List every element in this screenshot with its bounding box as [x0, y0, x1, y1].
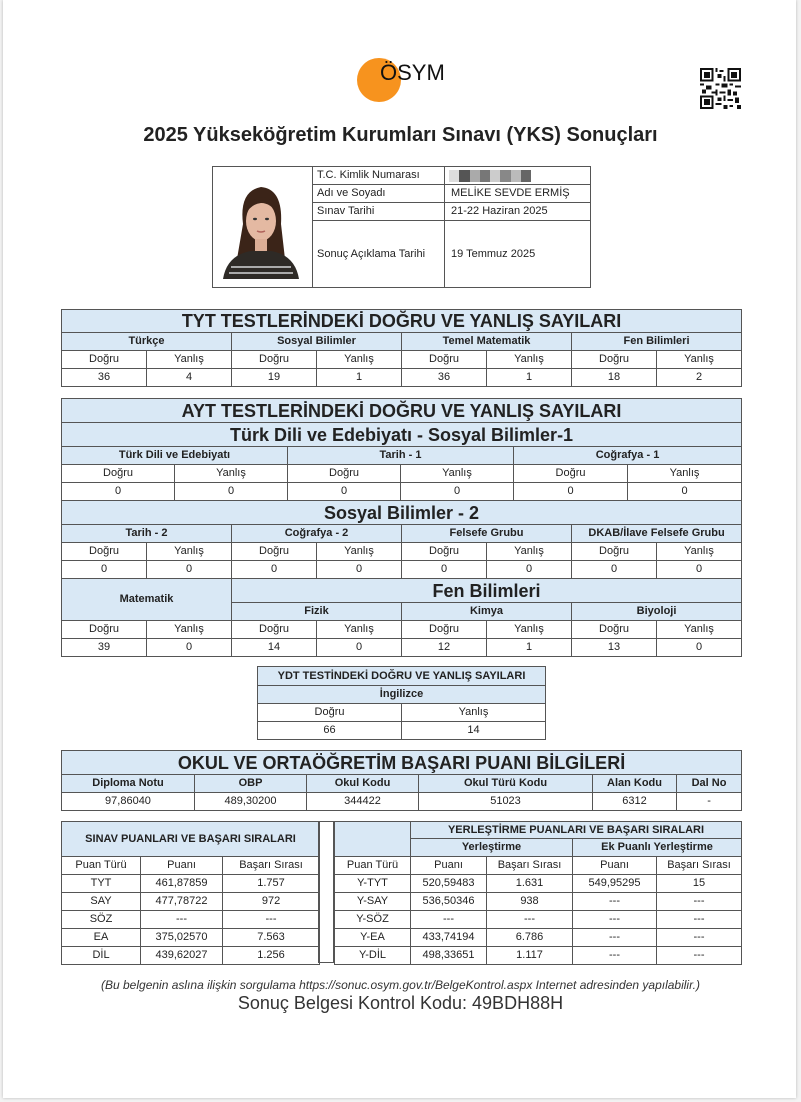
ydt-table — [257, 666, 546, 740]
yanlis-label: Yanlış — [147, 621, 232, 639]
okul-value: 6312 — [593, 793, 677, 811]
yer-cell: 938 — [487, 893, 573, 911]
tyt-value: 19 — [232, 369, 317, 387]
dogru-label: Doğru — [572, 543, 657, 561]
ayt-value: 0 — [288, 483, 401, 501]
ydt-value: 66 — [258, 722, 402, 740]
ayt-value: 0 — [317, 561, 402, 579]
yanlis-label: Yanlış — [628, 465, 742, 483]
yanlis-label: Yanlış — [402, 704, 546, 722]
tyt-subject: Fen Bilimleri — [572, 333, 742, 351]
tyt-table — [61, 309, 742, 387]
yer-cell: 549,95295 — [573, 875, 657, 893]
dogru-label: Doğru — [232, 621, 317, 639]
ayt-subject: Biyoloji — [572, 603, 742, 621]
yer-cell: 433,74194 — [411, 929, 487, 947]
ayt-value: 0 — [175, 483, 288, 501]
okul-header: OBP — [195, 775, 307, 793]
tyt-value: 18 — [572, 369, 657, 387]
dogru-label: Doğru — [402, 543, 487, 561]
ayt-value: 0 — [147, 639, 232, 657]
yanlis-label: Yanlış — [487, 621, 572, 639]
dogru-label: Doğru — [288, 465, 401, 483]
yer-cell: --- — [487, 911, 573, 929]
yer-cell: --- — [411, 911, 487, 929]
okul-header: Okul Türü Kodu — [419, 775, 593, 793]
dogru-label: Doğru — [572, 351, 657, 369]
okul-value: 51023 — [419, 793, 593, 811]
ayt-value: 0 — [628, 483, 742, 501]
ayt-tds1-title: Türk Dili ve Edebiyatı - Sosyal Bilimler-1 — [62, 423, 742, 447]
ayt-value: 0 — [232, 561, 317, 579]
ayt-subject: Tarih - 2 — [62, 525, 232, 543]
yer-header: Puanı — [411, 857, 487, 875]
ayt-value: 0 — [657, 561, 742, 579]
sinav-cell: --- — [141, 911, 223, 929]
tyt-subject: Sosyal Bilimler — [232, 333, 402, 351]
dogru-label: Doğru — [514, 465, 628, 483]
sinav-cell: 375,02570 — [141, 929, 223, 947]
yer-cell: 536,50346 — [411, 893, 487, 911]
yer-cell: --- — [657, 893, 742, 911]
okul-header: Dal No — [677, 775, 742, 793]
fen-title: Fen Bilimleri — [232, 579, 742, 603]
ayt-value: 0 — [657, 639, 742, 657]
okul-value: 489,30200 — [195, 793, 307, 811]
okul-value: 344422 — [307, 793, 419, 811]
yer-cell: 6.786 — [487, 929, 573, 947]
sinav-cell: --- — [223, 911, 320, 929]
sinav-cell: EA — [62, 929, 141, 947]
ek-puanli-group: Ek Puanlı Yerleştirme — [573, 839, 742, 857]
yanlis-label: Yanlış — [317, 351, 402, 369]
tyt-value: 2 — [657, 369, 742, 387]
dogru-label: Doğru — [232, 543, 317, 561]
yer-cell: 498,33651 — [411, 947, 487, 965]
tyt-subject: Türkçe — [62, 333, 232, 351]
sinav-puanlari-table — [61, 821, 320, 965]
yer-header: Puanı — [573, 857, 657, 875]
dogru-label: Doğru — [62, 621, 147, 639]
ayt-sos2-title: Sosyal Bilimler - 2 — [62, 501, 742, 525]
ayt-tds1-table — [61, 398, 742, 501]
dogru-label: Doğru — [62, 543, 147, 561]
yer-cell: --- — [573, 893, 657, 911]
yer-cell: Y-TYT — [335, 875, 411, 893]
ayt-subject: Coğrafya - 2 — [232, 525, 402, 543]
okul-value: 97,86040 — [62, 793, 195, 811]
ydt-title: YDT TESTİNDEKİ DOĞRU VE YANLIŞ SAYILARI — [258, 667, 546, 686]
yanlis-label: Yanlış — [487, 543, 572, 561]
dogru-label: Doğru — [402, 351, 487, 369]
yer-header: Başarı Sırası — [487, 857, 573, 875]
yer-cell: --- — [657, 929, 742, 947]
sinav-cell: SAY — [62, 893, 141, 911]
ayt-value: 1 — [487, 639, 572, 657]
exam-date-label: Sınav Tarihi — [313, 203, 445, 221]
ayt-subject: DKAB/İlave Felsefe Grubu — [572, 525, 742, 543]
control-code: Sonuç Belgesi Kontrol Kodu: 49BDH88H — [237, 993, 564, 1013]
ayt-sos2-fen-table — [61, 500, 742, 657]
dogru-label: Doğru — [402, 621, 487, 639]
yer-cell: 1.117 — [487, 947, 573, 965]
tc-label: T.C. Kimlik Numarası — [313, 167, 445, 185]
yanlis-label: Yanlış — [657, 543, 742, 561]
ayt-value: 0 — [402, 561, 487, 579]
yer-cell: 15 — [657, 875, 742, 893]
ydt-value: 14 — [402, 722, 546, 740]
ydt-subject: İngilizce — [258, 686, 546, 704]
yanlis-label: Yanlış — [147, 543, 232, 561]
matematik-title: Matematik — [62, 579, 232, 621]
ayt-subject: Coğrafya - 1 — [514, 447, 742, 465]
yer-cell: --- — [573, 947, 657, 965]
yer-cell: 1.631 — [487, 875, 573, 893]
tyt-value: 36 — [402, 369, 487, 387]
ayt-value: 0 — [487, 561, 572, 579]
page-title: 2025 Yükseköğretim Kurumları Sınavı (YKS) Sonuçları — [143, 124, 658, 146]
result-date-label: Sonuç Açıklama Tarihi — [313, 221, 445, 288]
sinav-cell: 1.256 — [223, 947, 320, 965]
ayt-subject: Kimya — [402, 603, 572, 621]
okul-title: OKUL VE ORTAÖĞRETİM BAŞARI PUANI BİLGİLERİ — [62, 751, 742, 775]
ayt-value: 0 — [147, 561, 232, 579]
yanlis-label: Yanlış — [657, 351, 742, 369]
qr-code-icon — [700, 68, 741, 109]
ayt-value: 13 — [572, 639, 657, 657]
yerlestirme-group: Yerleştirme — [411, 839, 573, 857]
table-divider — [318, 821, 334, 963]
ayt-value: 12 — [402, 639, 487, 657]
exam-date-value: 21-22 Haziran 2025 — [445, 203, 591, 221]
sinav-cell: 7.563 — [223, 929, 320, 947]
sinav-cell: 439,62027 — [141, 947, 223, 965]
sinav-header: Puan Türü — [62, 857, 141, 875]
ayt-value: 0 — [62, 561, 147, 579]
tyt-title: TYT TESTLERİNDEKİ DOĞRU VE YANLIŞ SAYILARI — [62, 310, 742, 333]
sinav-cell: DİL — [62, 947, 141, 965]
sinav-cell: 461,87859 — [141, 875, 223, 893]
ayt-value: 39 — [62, 639, 147, 657]
tyt-value: 1 — [317, 369, 402, 387]
ayt-value: 0 — [514, 483, 628, 501]
dogru-label: Doğru — [258, 704, 402, 722]
yanlis-label: Yanlış — [147, 351, 232, 369]
yerlestirme-title: YERLEŞTİRME PUANLARI VE BAŞARI SIRALARI — [411, 822, 742, 839]
name-label: Adı ve Soyadı — [313, 185, 445, 203]
tyt-value: 1 — [487, 369, 572, 387]
tyt-subject: Temel Matematik — [402, 333, 572, 351]
yerlestirme-table — [334, 821, 742, 965]
sinav-cell: TYT — [62, 875, 141, 893]
ayt-subject: Felsefe Grubu — [402, 525, 572, 543]
okul-table — [61, 750, 742, 811]
yanlis-label: Yanlış — [317, 621, 402, 639]
yer-cell: --- — [657, 911, 742, 929]
dogru-label: Doğru — [62, 465, 175, 483]
yer-cell: 520,59483 — [411, 875, 487, 893]
name-value: MELİKE SEVDE ERMİŞ — [445, 185, 591, 203]
ayt-subject: Tarih - 1 — [288, 447, 514, 465]
dogru-label: Doğru — [62, 351, 147, 369]
yer-cell: Y-SÖZ — [335, 911, 411, 929]
yanlis-label: Yanlış — [175, 465, 288, 483]
ayt-value: 0 — [572, 561, 657, 579]
okul-header: Okul Kodu — [307, 775, 419, 793]
yer-cell: Y-DİL — [335, 947, 411, 965]
osym-logo-text: ÖSYM — [380, 60, 445, 85]
dogru-label: Doğru — [572, 621, 657, 639]
tyt-value: 4 — [147, 369, 232, 387]
okul-header: Alan Kodu — [593, 775, 677, 793]
sinav-cell: 972 — [223, 893, 320, 911]
yanlis-label: Yanlış — [401, 465, 514, 483]
ayt-value: 0 — [317, 639, 402, 657]
ayt-title: AYT TESTLERİNDEKİ DOĞRU VE YANLIŞ SAYILARI — [62, 399, 742, 423]
yer-cell: --- — [573, 929, 657, 947]
sinav-title: SINAV PUANLARI VE BAŞARI SIRALARI — [62, 822, 320, 857]
okul-value: - — [677, 793, 742, 811]
ayt-subject: Fizik — [232, 603, 402, 621]
verification-note: (Bu belgenin aslına ilişkin sorgulama https://sonuc.osym.gov.tr/BelgeKontrol.aspx Internet adresinden yapılabilir.) — [101, 978, 700, 992]
redaction-blur — [449, 170, 531, 182]
tyt-value: 36 — [62, 369, 147, 387]
sinav-header: Başarı Sırası — [223, 857, 320, 875]
sinav-header: Puanı — [141, 857, 223, 875]
candidate-photo — [221, 179, 301, 279]
yer-header: Başarı Sırası — [657, 857, 742, 875]
sinav-cell: 477,78722 — [141, 893, 223, 911]
ayt-subject: Türk Dili ve Edebiyatı — [62, 447, 288, 465]
okul-header: Diploma Notu — [62, 775, 195, 793]
yer-cell: --- — [573, 911, 657, 929]
yanlis-label: Yanlış — [657, 621, 742, 639]
yer-cell: Y-EA — [335, 929, 411, 947]
ayt-value: 0 — [401, 483, 514, 501]
ayt-value: 0 — [62, 483, 175, 501]
yanlis-label: Yanlış — [487, 351, 572, 369]
sinav-cell: SÖZ — [62, 911, 141, 929]
yer-header: Puan Türü — [335, 857, 411, 875]
dogru-label: Doğru — [232, 351, 317, 369]
ayt-value: 14 — [232, 639, 317, 657]
result-date-value: 19 Temmuz 2025 — [445, 221, 591, 288]
yer-cell: Y-SAY — [335, 893, 411, 911]
yer-cell: --- — [657, 947, 742, 965]
sinav-cell: 1.757 — [223, 875, 320, 893]
tc-value-redacted — [445, 167, 591, 185]
yerlestirme-corner — [335, 822, 411, 857]
yanlis-label: Yanlış — [317, 543, 402, 561]
